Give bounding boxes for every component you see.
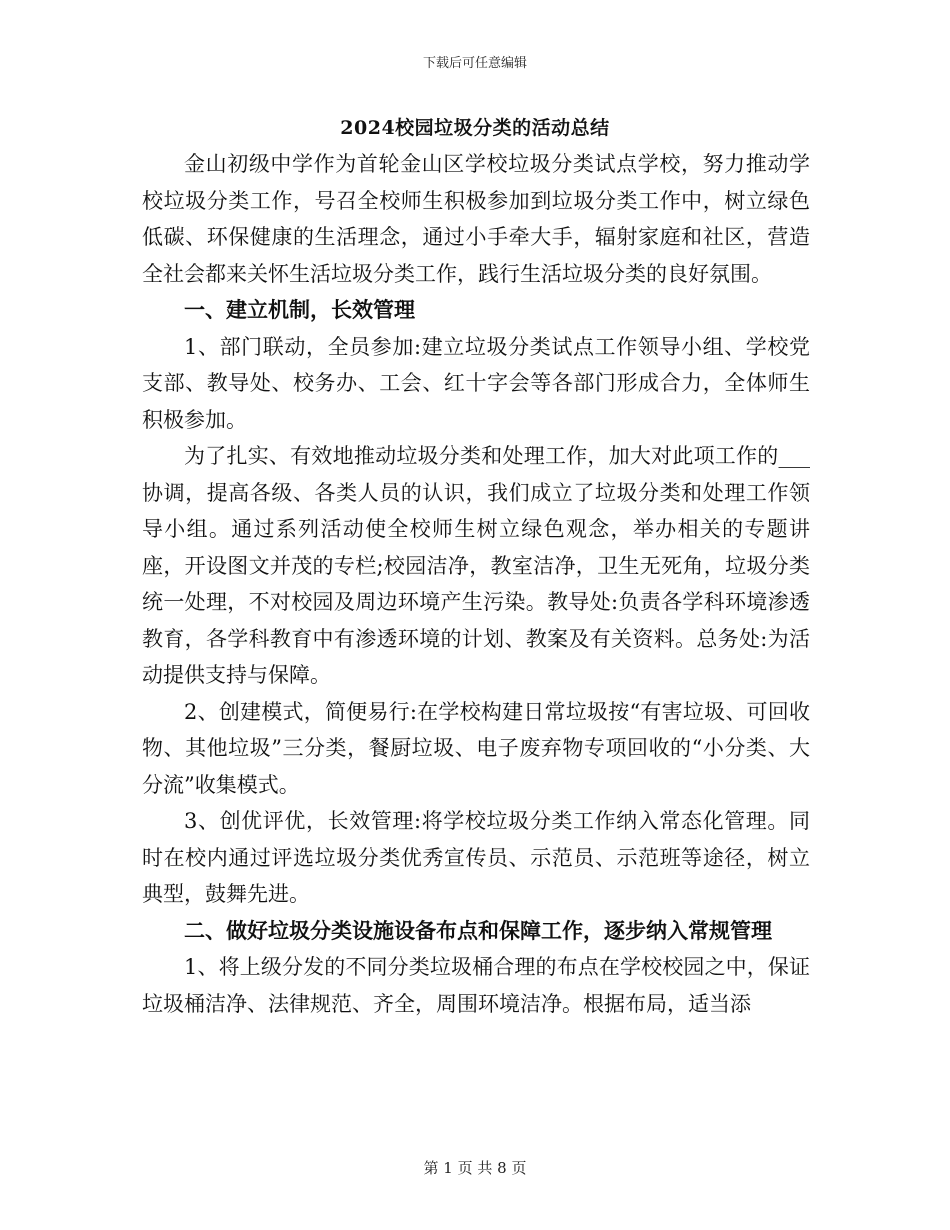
section-1-paragraph-3: 2、创建模式，简便易行:在学校构建日常垃圾按“有害垃圾、可回收物、其他垃圾”三分类，餐厨垃圾、电子废弃物专项回收的“小分类、大分流”收集模式。 [142, 699, 810, 797]
section-1-paragraph-1: 1、部门联动，全员参加:建立垃圾分类试点工作领导小组、学校党支部、教导处、校务办、工会、红十字会等各部门形成合力，全体师生积极参加。 [142, 334, 810, 432]
page-footer-number: 第 1 页 共 8 页 [423, 1159, 527, 1177]
section-1-heading: 一、建立机制，长效管理 [184, 297, 415, 322]
section-1-paragraph-4: 3、创优评优，长效管理:将学校垃圾分类工作纳入常态化管理。同时在校内通过评选垃圾分类优秀宣传员、示范员、示范班等途径，树立典型，鼓舞先进。 [142, 809, 810, 906]
section-2-heading: 二、做好垃圾分类设施设备布点和保障工作，逐步纳入常规管理 [184, 917, 772, 943]
intro-paragraph: 金山初级中学作为首轮金山区学校垃圾分类试点学校，努力推动学校垃圾分类工作，号召全校师生积极参加到垃圾分类工作中，树立绿色低碳、环保健康的生活理念，通过小手牵大手，辐射家庭和社区，营造全社会都来关怀生活垃圾分类工作，践行生活垃圾分类的良好氛围。 [142, 152, 810, 286]
document-title: 2024校园垃圾分类的活动总结 [340, 117, 610, 139]
document-body [142, 146, 810, 1022]
section-1-paragraph-2: 为了扎实、有效地推动垃圾分类和处理工作，加大对此项工作的___协调，提高各级、各类人员的认识，我们成立了垃圾分类和处理工作领导小组。通过系列活动使全校师生树立绿色观念，举办相关的专题讲座，开设图文并茂的专栏;校园洁净，教室洁净，卫生无死角，垃圾分类统一处理，不对校园及周边环境产生污染。教导处:负责各学科环境渗透教育，各学科教育中有渗透环境的计划、教案及有关资料。总务处:为活动提供支持与保障。 [142, 444, 810, 687]
page-header-note: 下载后可任意编辑 [422, 56, 527, 71]
section-2-paragraph-1: 1、将上级分发的不同分类垃圾桶合理的布点在学校校园之中，保证垃圾桶洁净、法律规范、齐全，周围环境洁净。根据布局，适当添 [142, 955, 810, 1016]
